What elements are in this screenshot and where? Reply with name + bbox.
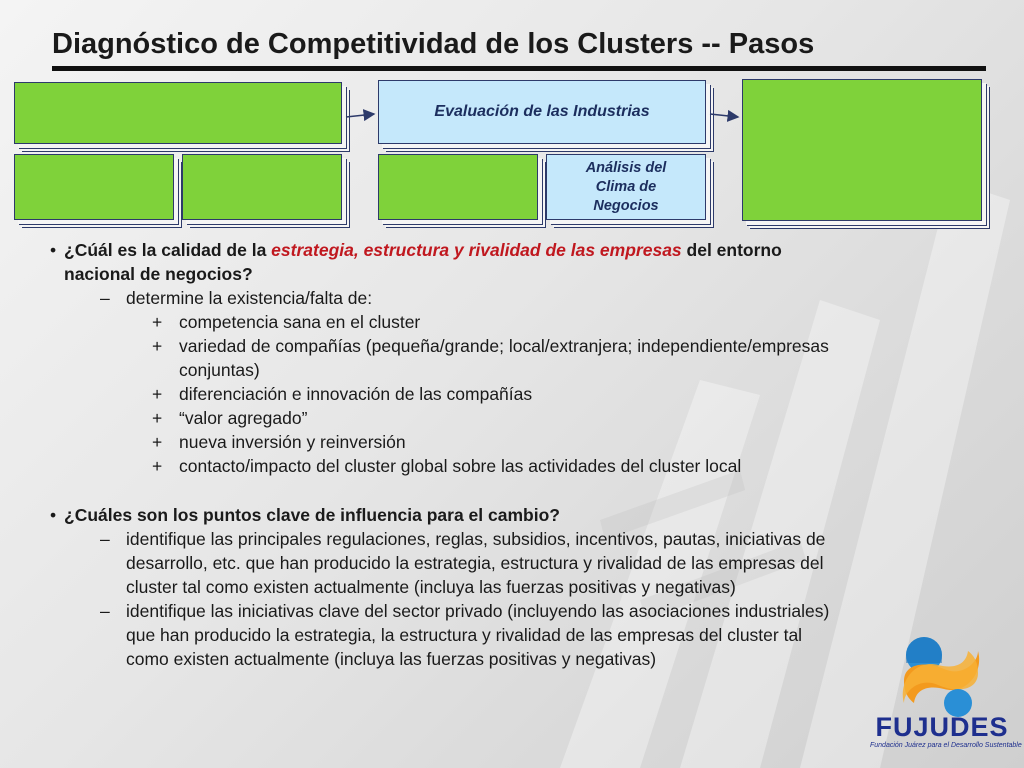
sub-item-text: identifique las principales regulaciones, reglas, subsidios, incentivos, pautas, iniciativas de: [126, 529, 826, 549]
question-1-pre: ¿Cúál es la calidad de la: [64, 240, 272, 260]
question-2: [50, 503, 950, 527]
plus-icon: +: [152, 432, 163, 452]
arrow-2: [710, 114, 738, 117]
list-item-text: competencia sana en el cluster: [179, 312, 421, 332]
dash-icon: –: [100, 529, 110, 549]
sub-item: [50, 599, 950, 623]
list-item-text: “valor agregado”: [179, 408, 308, 428]
question-1-line2-text: nacional de negocios?: [64, 264, 253, 284]
list-item: [50, 430, 950, 454]
logo-name: FUJUDES: [875, 712, 1009, 742]
step-box-evaluacion: [378, 80, 706, 144]
step-box-sub-2: [182, 154, 342, 220]
step-box-analisis-label: Análisis del Clima de Negocios: [585, 159, 667, 214]
step-box-top-left: [14, 82, 342, 144]
list-item: [50, 382, 950, 406]
body-content: [50, 238, 950, 671]
question-1-post: del entorno: [681, 240, 782, 260]
question-2-text: ¿Cuáles son los puntos clave de influencia para el cambio?: [64, 505, 560, 525]
step-box-sub-3: [378, 154, 538, 220]
dash-icon: –: [100, 601, 110, 621]
question-1: [50, 238, 950, 262]
list-item: [50, 334, 950, 358]
sub-item-continued: [50, 623, 950, 647]
plus-icon: +: [152, 336, 163, 356]
dash-icon: –: [100, 288, 110, 308]
sub-item: [50, 527, 950, 551]
step-box-analisis: [546, 154, 706, 220]
question-1-line2: [50, 262, 950, 286]
sub-item-continued: [50, 575, 950, 599]
step-box-top-right: [742, 79, 982, 221]
step-box-sub-1: [14, 154, 174, 220]
step-box-evaluacion-label: Evaluación de las Industrias: [434, 103, 650, 120]
title-underline: [52, 66, 986, 71]
list-item-text: conjuntas): [179, 360, 260, 380]
plus-icon: +: [152, 408, 163, 428]
sub-item-text: determine la existencia/falta de:: [126, 288, 373, 308]
list-item-text: contacto/impacto del cluster global sobre las actividades del cluster local: [179, 456, 742, 476]
list-item-text: diferenciación e innovación de las compañías: [179, 384, 533, 404]
bullet-icon: •: [50, 505, 57, 525]
plus-icon: +: [152, 312, 163, 332]
sub-item-continued: [50, 647, 950, 671]
plus-icon: +: [152, 384, 163, 404]
list-item-text: variedad de compañías (pequeña/grande; local/extranjera; independiente/empresas: [179, 336, 829, 356]
list-item: [50, 406, 950, 430]
sub-item-continued: [50, 551, 950, 575]
sub-item-text: cluster tal como existen actualmente (incluya las fuerzas positivas y negativas): [126, 577, 736, 597]
list-item-continued: [50, 358, 950, 382]
list-item-text: nueva inversión y reinversión: [179, 432, 406, 452]
bullet-icon: •: [50, 240, 57, 260]
list-item: [50, 454, 950, 478]
sub-item-text: identifique las iniciativas clave del sector privado (incluyendo las asociaciones industriales): [126, 601, 830, 621]
arrow-1: [346, 114, 374, 117]
plus-icon: +: [152, 456, 163, 476]
question-1-highlight: estrategia, estructura y rivalidad de las empresas: [271, 240, 682, 260]
list-item: [50, 310, 950, 334]
logo-tagline: Fundación Juárez para el Desarrollo Sustentable: [870, 742, 1022, 749]
sub-item-text: que han producido la estrategia, la estructura y rivalidad de las empresas del cluster tal: [126, 625, 803, 645]
page-title: Diagnóstico de Competitividad de los Clusters -- Pasos: [52, 28, 815, 60]
sub-item-text: desarrollo, etc. que han producido la estrategia, estructura y rivalidad de las empresas del: [126, 553, 824, 573]
sub-item-text: como existen actualmente (incluya las fuerzas positivas y negativas): [126, 649, 657, 669]
sub-item: [50, 286, 950, 310]
